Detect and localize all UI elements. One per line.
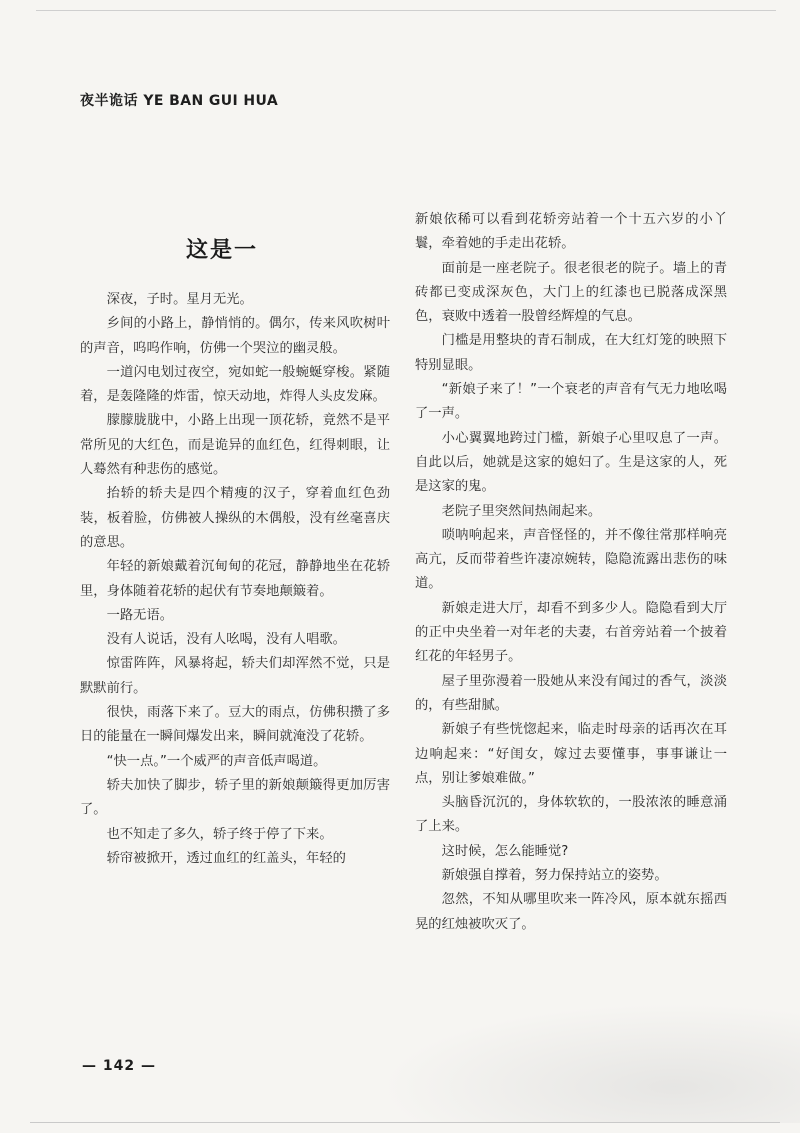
- section-header-en: YE BAN GUI HUA: [143, 93, 279, 109]
- paragraph: 新娘子有些恍惚起来，临走时母亲的话再次在耳边响起来：“好闺女，嫁过去要懂事，事事谦让一点，别让爹娘难做。”: [415, 722, 727, 786]
- paragraph: 惊雷阵阵，风暴将起，轿夫们却浑然不觉，只是默默前行。: [80, 656, 390, 696]
- page-number: — 142 —: [82, 1058, 156, 1074]
- paragraph: 面前是一座老院子。很老很老的院子。墙上的青砖都已变成深灰色，大门上的红漆也已脱落成深黑色，衰败中透着一股曾经辉煌的气息。: [415, 260, 727, 325]
- paragraph: “新娘子来了！”一个衰老的声音有气无力地吆喝了一声。: [415, 382, 727, 422]
- right-column: [415, 208, 727, 937]
- paragraph: 新娘强自撑着，努力保持站立的姿势。: [441, 868, 668, 884]
- paragraph: 一路无语。: [106, 607, 174, 623]
- paragraph: 头脑昏沉沉的，身体软软的，一股浓浓的睡意涌了上来。: [415, 795, 727, 835]
- paragraph: 忽然，不知从哪里吹来一阵冷风，原本就东摇西晃的红烛被吹灭了。: [415, 892, 727, 932]
- paragraph: 年轻的新娘戴着沉甸甸的花冠，静静地坐在花轿里，身体随着花轿的起伏有节奏地颠簸着。: [80, 559, 390, 599]
- paragraph: “快一点。”一个威严的声音低声喝道。: [106, 753, 327, 769]
- article-title: 这是一: [186, 238, 259, 263]
- paper-texture: [380, 1003, 800, 1123]
- paragraph: 门槛是用整块的青石制成，在大红灯笼的映照下特别显眼。: [415, 333, 727, 373]
- paragraph-continuation: 新娘依稀可以看到花轿旁站着一个十五六岁的小丫鬟，牵着她的手走出花轿。: [415, 212, 727, 252]
- paragraph: 老院子里突然间热闹起来。: [441, 503, 602, 519]
- paragraph: 深夜，子时。星月无光。: [106, 292, 253, 307]
- paragraph: 一道闪电划过夜空，宛如蛇一般蜿蜒穿梭。紧随着，是轰隆隆的炸雷，惊天动地，炸得人头皮发麻。: [80, 364, 390, 405]
- paragraph: 小心翼翼地跨过门槛，新娘子心里叹息了一声。自此以后，她就是这家的媳妇了。生是这家的人，死是这家的鬼。: [415, 430, 727, 495]
- bottom-rule: [30, 1122, 780, 1123]
- paragraph: 很快，雨落下来了。豆大的雨点，仿佛积攒了多日的能量在一瞬间爆发出来，瞬间就淹没了花轿。: [80, 705, 390, 745]
- paragraph: 轿夫加快了脚步，轿子里的新娘颠簸得更加厉害了。: [80, 777, 390, 818]
- section-header: [80, 90, 278, 110]
- paragraph: 屋子里弥漫着一股她从来没有闻过的香气，淡淡的，有些甜腻。: [415, 673, 727, 713]
- left-column: [80, 288, 390, 871]
- paragraph: 轿帘被掀开，透过血红的红盖头，年轻的: [106, 850, 346, 866]
- paragraph: 新娘走进大厅，却看不到多少人。隐隐看到大厅的正中央坐着一对年老的夫妻，右首旁站着一个披着红花的年轻男子。: [415, 600, 727, 665]
- top-rule: [36, 10, 776, 11]
- paragraph: 唢呐响起来，声音怪怪的，并不像往常那样响亮高亢，反而带着些许凄凉婉转，隐隐流露出悲伤的味道。: [415, 527, 727, 592]
- paragraph: 没有人说话，没有人吆喝，没有人唱歌。: [106, 632, 346, 648]
- paragraph: 这时候，怎么能睡觉?: [441, 843, 569, 859]
- paragraph: 朦朦胧胧中，小路上出现一顶花轿，竟然不是平常所见的大红色，而是诡异的血红色，红得刺眼，让人蓦然有种悲伤的感觉。: [80, 413, 390, 478]
- section-header-cn: 夜半诡话: [80, 93, 138, 109]
- paragraph: 也不知走了多久，轿子终于停了下来。: [106, 826, 333, 842]
- paragraph: 抬轿的轿夫是四个精瘦的汉子，穿着血红色劲装，板着脸，仿佛被人操纵的木偶般，没有丝毫喜庆的意思。: [80, 486, 390, 550]
- paragraph: 乡间的小路上，静悄悄的。偶尔，传来风吹树叶的声音，呜呜作响，仿佛一个哭泣的幽灵般。: [80, 316, 390, 356]
